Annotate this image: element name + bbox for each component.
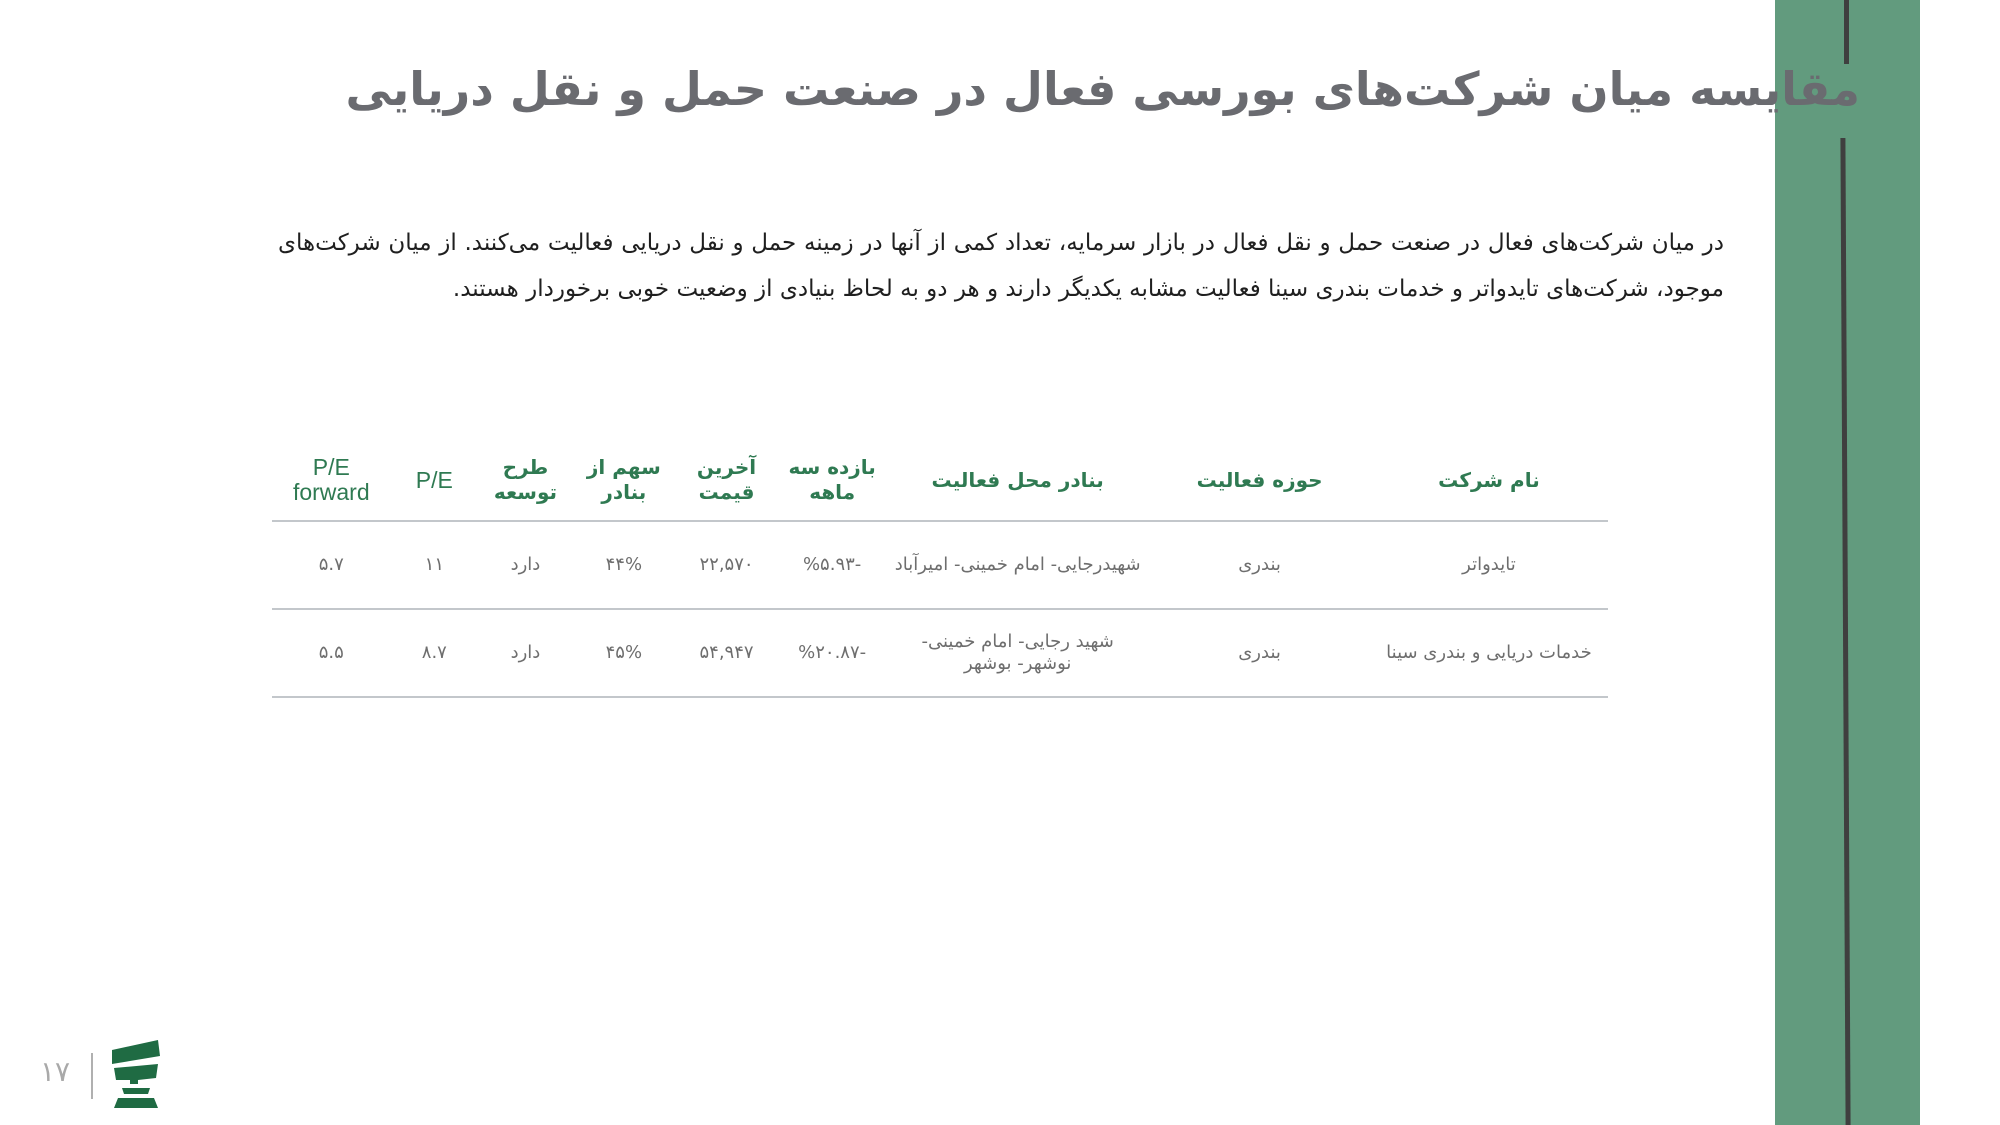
table-header-row [272, 440, 1608, 521]
header-port-share: سهم از بنادر [573, 440, 675, 521]
cell-company-name: خدمات دریایی و بندری سینا [1370, 609, 1608, 697]
cell-last-price: ۲۲,۵۷۰ [675, 521, 778, 609]
header-pe: P/E [391, 440, 479, 521]
header-activity-field: حوزه فعالیت [1149, 440, 1370, 521]
cell-pe-forward: ۵.۷ [272, 521, 391, 609]
cell-port-share: ۴۵% [573, 609, 675, 697]
cell-expansion-plan: دارد [478, 521, 573, 609]
side-accent-line-top [1844, 0, 1849, 64]
header-expansion-plan: طرح توسعه [478, 440, 573, 521]
cell-last-price: ۵۴,۹۴۷ [675, 609, 778, 697]
cell-activity-field: بندری [1149, 521, 1370, 609]
header-company-name: نام شرکت [1370, 440, 1608, 521]
page-title: مقایسه میان شرکت‌های بورسی فعال در صنعت حمل و نقل دریایی [345, 62, 1860, 116]
company-logo-icon [108, 1038, 164, 1110]
cell-ports: شهید رجایی- امام خمینی- نوشهر- بوشهر [886, 609, 1149, 697]
cell-return-3m: -%۵.۹۳ [778, 521, 886, 609]
comparison-table [272, 440, 1608, 698]
footer-divider [91, 1053, 93, 1099]
header-ports: بنادر محل فعالیت [886, 440, 1149, 521]
table-row [272, 609, 1608, 697]
cell-company-name: تایدواتر [1370, 521, 1608, 609]
intro-paragraph: در میان شرکت‌های فعال در صنعت حمل و نقل فعال در بازار سرمایه، تعداد کمی از آنها در زمینه حمل و نقل دریایی فعالیت می‌کنند. از میان شرکت‌های موجود، شرکت‌های تایدواتر و خدمات بندری سینا فعالیت مشابه یکدیگر دارند و هر دو به لحاظ بنیادی از وضعیت خوبی برخوردار هستند. [278, 230, 1724, 302]
header-last-price: آخرین قیمت [675, 440, 778, 521]
cell-pe: ۱۱ [391, 521, 479, 609]
cell-port-share: ۴۴% [573, 521, 675, 609]
header-pe-forward: P/E forward [272, 440, 391, 521]
cell-activity-field: بندری [1149, 609, 1370, 697]
cell-return-3m: -%۲۰.۸۷ [778, 609, 886, 697]
header-return-3m: بازده سه ماهه [778, 440, 886, 521]
cell-expansion-plan: دارد [478, 609, 573, 697]
page-number: ۱۷ [40, 1055, 71, 1088]
table-row [272, 521, 1608, 609]
cell-pe-forward: ۵.۵ [272, 609, 391, 697]
cell-ports: شهیدرجایی- امام خمینی- امیرآباد [886, 521, 1149, 609]
cell-pe: ۸.۷ [391, 609, 479, 697]
